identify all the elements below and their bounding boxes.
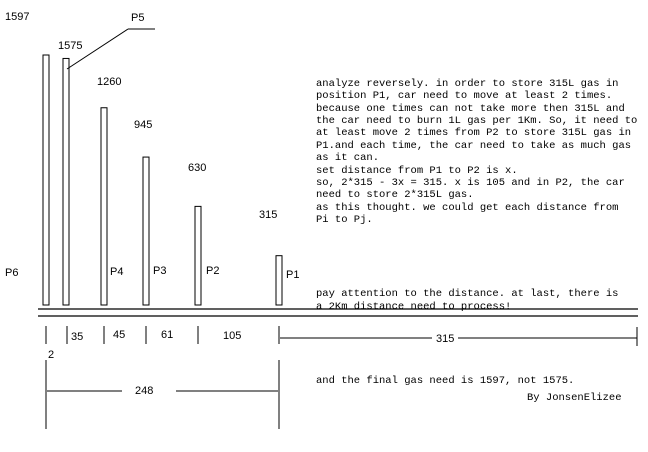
gas-bar-p6: [43, 55, 49, 305]
gas-bar-p2: [195, 206, 201, 305]
gas-value-label: 315: [259, 209, 278, 221]
note-line: need to store 2*315L gas.: [316, 189, 474, 202]
note-line: analyze reversely. in order to store 315L gas in: [316, 77, 619, 90]
explanation-paragraph: [316, 288, 646, 313]
total-distance-label: 248: [135, 385, 154, 397]
note-line: at least move 2 times from P2 to store 315L gas in: [316, 127, 632, 140]
note-line: as it can.: [316, 152, 380, 165]
explanation-paragraph: [316, 78, 646, 227]
note-line: P1.and each time, the car need to take as much gas: [316, 139, 632, 152]
gas-bar-p4: [101, 108, 107, 305]
position-label-p3: P3: [153, 265, 167, 277]
gas-value-label: 630: [188, 162, 207, 174]
position-label-p2: P2: [206, 265, 220, 277]
note-line: because one times can not take more then 315L and: [316, 102, 625, 115]
gas-value-label: 945: [134, 119, 153, 131]
distance-label: 35: [71, 331, 84, 343]
distance-label: 61: [161, 329, 174, 341]
explanation-notes: [316, 53, 646, 412]
distance-label: 315: [436, 333, 455, 345]
note-line: a 2Km distance need to process!: [316, 300, 512, 313]
note-line: so, 2*315 - 3x = 315. x is 105 and in P2, the car: [316, 177, 625, 190]
gas-value-label: 1597: [5, 11, 30, 23]
note-line: Pi to Pj.: [316, 214, 373, 227]
distance-label: 105: [223, 330, 242, 342]
gas-value-label: 1575: [58, 40, 83, 52]
gas-bar-p5: [63, 58, 69, 305]
distance-label: 45: [113, 329, 126, 341]
note-line: the car need to burn 1L gas per 1Km. So, it need to: [316, 115, 638, 128]
gas-bar-p1: [276, 256, 282, 305]
gas-bar-p3: [143, 157, 149, 305]
gas-value-label: 1260: [97, 76, 122, 88]
position-label-p1: P1: [286, 269, 300, 281]
position-label-p5: P5: [131, 12, 145, 24]
note-line: position P1, car need to move at least 2 times.: [316, 90, 613, 103]
position-label-p4: P4: [110, 266, 124, 278]
distance-label: 2: [48, 349, 55, 361]
note-line: set distance from P1 to P2 is x.: [316, 164, 518, 177]
note-line: and the final gas need is 1597, not 1575.: [316, 374, 575, 387]
note-line: pay attention to the distance. at last, there is: [316, 288, 619, 301]
author-signature: By JonsenElizee: [527, 392, 622, 404]
explanation-paragraph: [316, 375, 646, 387]
position-label-p6: P6: [5, 267, 19, 279]
note-line: as this thought. we could get each distance from: [316, 201, 619, 214]
